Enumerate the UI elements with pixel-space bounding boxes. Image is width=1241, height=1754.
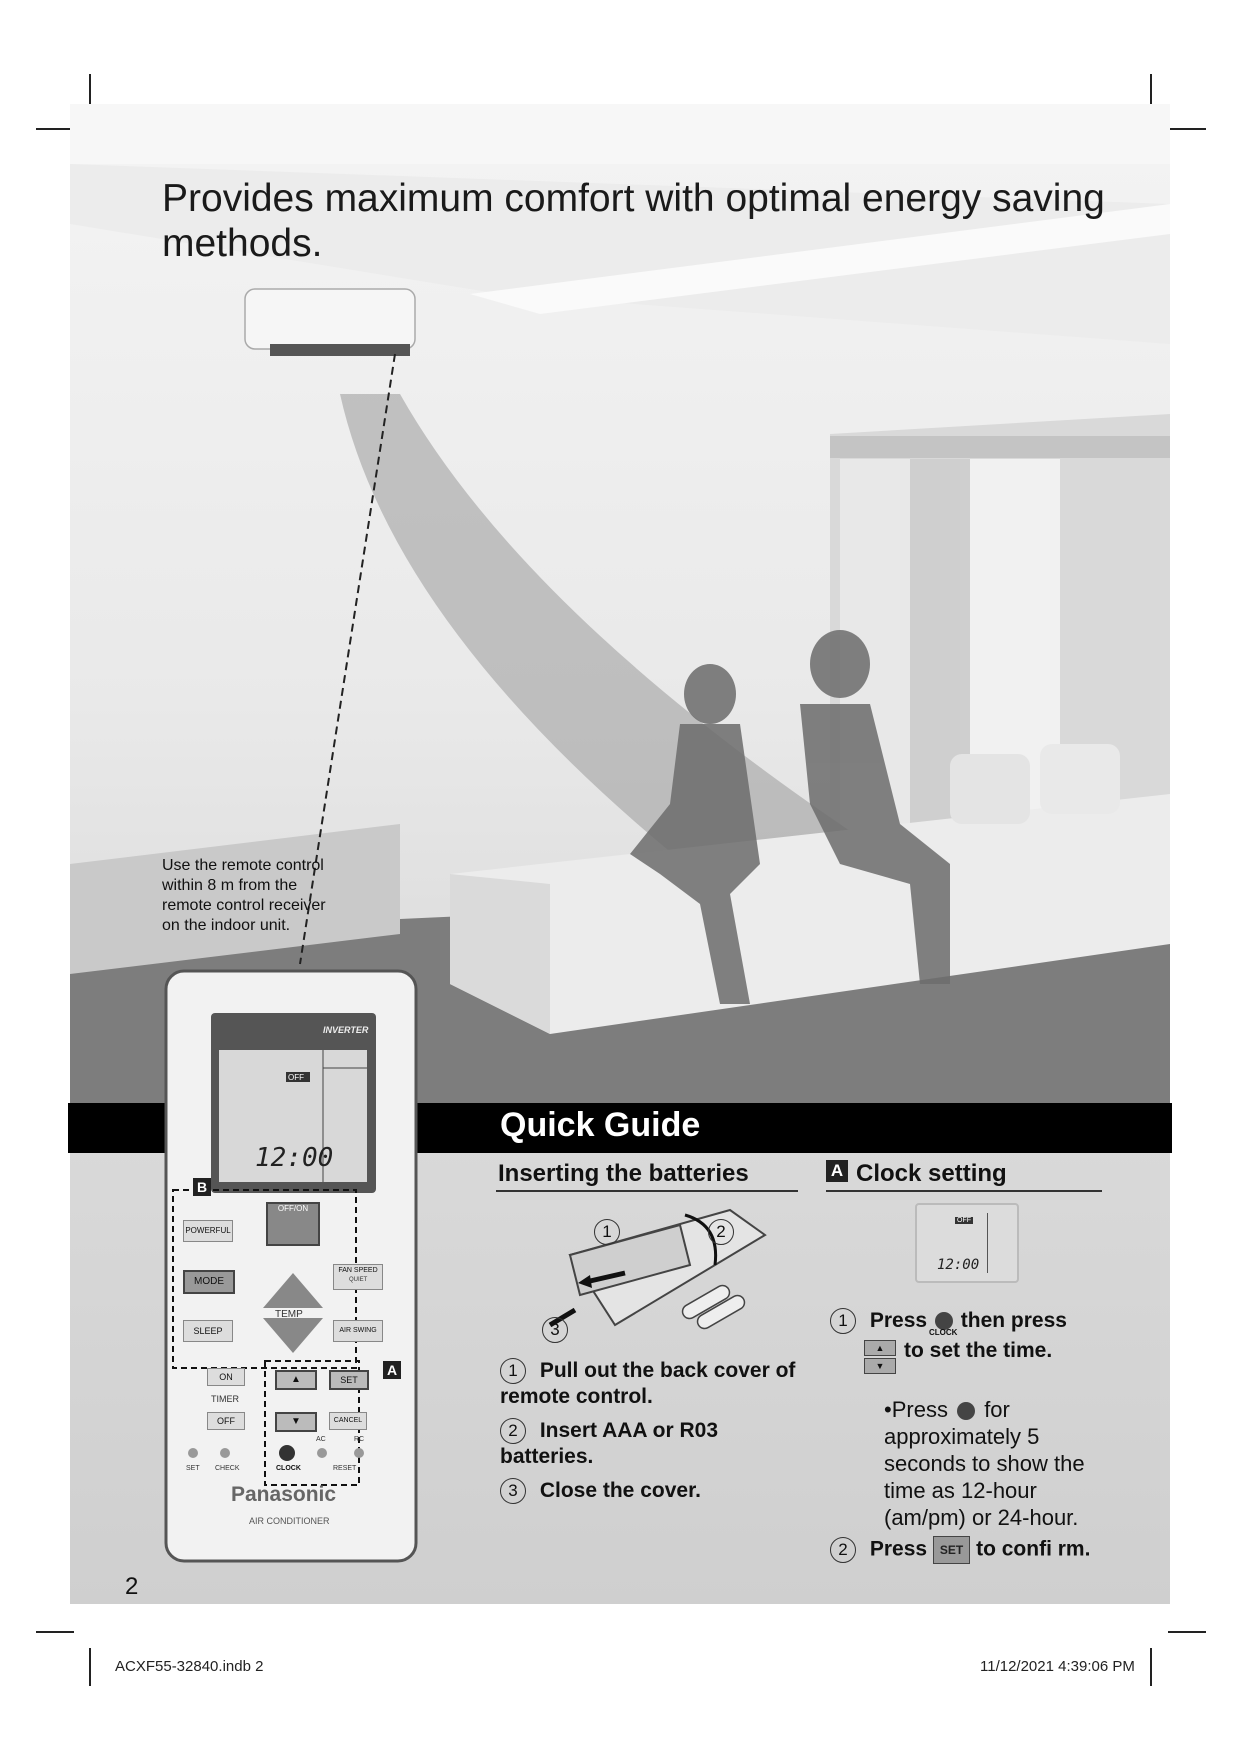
clock-icon-label: CLOCK bbox=[929, 1328, 958, 1337]
clock-step-1 bbox=[830, 1308, 1110, 1334]
temp-label: TEMP bbox=[275, 1309, 303, 1320]
down-arrow-icon: ▼ bbox=[864, 1358, 896, 1374]
battery-fig-label-2: 2 bbox=[708, 1219, 734, 1245]
clock-display-off: OFF bbox=[957, 1217, 971, 1224]
cancel-button[interactable]: CANCEL bbox=[329, 1412, 367, 1430]
display-off-label: OFF bbox=[288, 1073, 304, 1082]
page-headline: Provides maximum comfort with optimal energy saving methods. bbox=[162, 177, 1105, 265]
bullet-press: •Press bbox=[884, 1397, 948, 1422]
set-small-label: SET bbox=[186, 1465, 200, 1472]
step-text: Close the cover. bbox=[539, 1479, 701, 1502]
clock-button-icon bbox=[957, 1402, 975, 1420]
step-number: 1 bbox=[500, 1358, 526, 1384]
step-number: 2 bbox=[830, 1537, 856, 1563]
clock-display-divider bbox=[987, 1213, 988, 1273]
sleep-button[interactable]: SLEEP bbox=[183, 1320, 233, 1342]
fan-speed-button[interactable]: FAN SPEED bbox=[333, 1264, 383, 1290]
off-on-button[interactable]: OFF/ON bbox=[266, 1202, 320, 1246]
batteries-title: Inserting the batteries bbox=[498, 1160, 749, 1187]
battery-figure bbox=[530, 1195, 770, 1345]
crop-mark bbox=[89, 1648, 91, 1686]
step-text: Insert AAA or R03 batteries. bbox=[500, 1419, 718, 1469]
brand-logo: Panasonic bbox=[231, 1483, 337, 1506]
step1-then-press: then press bbox=[960, 1309, 1067, 1332]
quiet-label: QUIET bbox=[349, 1277, 368, 1283]
product-label: AIR CONDITIONER bbox=[249, 1516, 330, 1526]
crop-mark bbox=[1168, 1631, 1206, 1633]
section-a-label: A bbox=[383, 1361, 401, 1379]
battery-fig-label-3: 3 bbox=[542, 1317, 568, 1343]
reset-label: RESET bbox=[333, 1465, 357, 1472]
remote-body-svg bbox=[163, 968, 425, 1566]
clock-setting-title: Clock setting bbox=[856, 1160, 1007, 1187]
footer-timestamp: 11/12/2021 4:39:06 PM bbox=[980, 1658, 1135, 1675]
batteries-rule bbox=[496, 1190, 798, 1192]
clock-display-figure bbox=[915, 1203, 1019, 1283]
clock-step-1-cont: to set the time. bbox=[904, 1339, 1053, 1362]
inverter-label: INVERTER bbox=[323, 1025, 369, 1035]
timer-off-button[interactable]: OFF bbox=[207, 1412, 245, 1430]
range-note: Use the remote control within 8 m from the remote control receiver on the indoor unit. bbox=[162, 857, 326, 934]
step-number: 2 bbox=[500, 1418, 526, 1444]
time-down-button[interactable]: ▼ bbox=[275, 1412, 317, 1432]
battery-step-3 bbox=[500, 1478, 800, 1504]
battery-fig-label-1: 1 bbox=[594, 1219, 620, 1245]
air-swing-button[interactable]: AIR SWING bbox=[333, 1320, 383, 1342]
bullet-text: for approximately 5 seconds to show the time as 12-hour (am/pm) or 24-hour. bbox=[884, 1397, 1085, 1530]
quick-guide-title: Quick Guide bbox=[500, 1106, 701, 1144]
crop-mark bbox=[36, 1631, 74, 1633]
display-time: 12:00 bbox=[255, 1143, 334, 1173]
ac-label: AC bbox=[316, 1436, 326, 1443]
clock-display-time: 12:00 bbox=[937, 1257, 980, 1273]
footer-file: ACXF55-32840.indb 2 bbox=[115, 1658, 264, 1675]
crop-mark bbox=[1168, 128, 1206, 130]
timer-label: TIMER bbox=[211, 1394, 239, 1404]
step2-text: to confi rm. bbox=[976, 1537, 1091, 1561]
battery-step-1 bbox=[500, 1358, 800, 1410]
step-number: 3 bbox=[500, 1478, 526, 1504]
step2-press: Press bbox=[869, 1537, 928, 1561]
battery-step-2 bbox=[500, 1418, 800, 1470]
step-text: Pull out the back cover of remote control. bbox=[500, 1359, 796, 1409]
crop-mark bbox=[1150, 1648, 1152, 1686]
clock-step-2 bbox=[830, 1536, 1110, 1564]
clock-section-badge: A bbox=[826, 1160, 848, 1182]
clock-rule bbox=[826, 1190, 1102, 1192]
check-label: CHECK bbox=[215, 1465, 240, 1472]
section-b-label: B bbox=[193, 1178, 211, 1196]
page-number: 2 bbox=[125, 1573, 139, 1600]
powerful-button[interactable]: POWERFUL bbox=[183, 1220, 233, 1242]
mode-button[interactable]: MODE bbox=[183, 1270, 235, 1294]
step-number: 1 bbox=[830, 1308, 856, 1334]
time-up-button[interactable]: ▲ bbox=[275, 1370, 317, 1390]
rc-label: RC bbox=[354, 1436, 365, 1443]
clock-label: CLOCK bbox=[276, 1465, 301, 1472]
clock-bullet-note bbox=[884, 1396, 1104, 1531]
step1-press: Press bbox=[869, 1309, 928, 1332]
timer-on-button[interactable]: ON bbox=[207, 1368, 245, 1386]
set-button[interactable]: SET bbox=[329, 1370, 369, 1390]
up-arrow-icon: ▲ bbox=[864, 1340, 896, 1356]
set-button-icon: SET bbox=[933, 1536, 970, 1564]
crop-mark bbox=[36, 128, 74, 130]
remote-control bbox=[163, 968, 425, 1566]
